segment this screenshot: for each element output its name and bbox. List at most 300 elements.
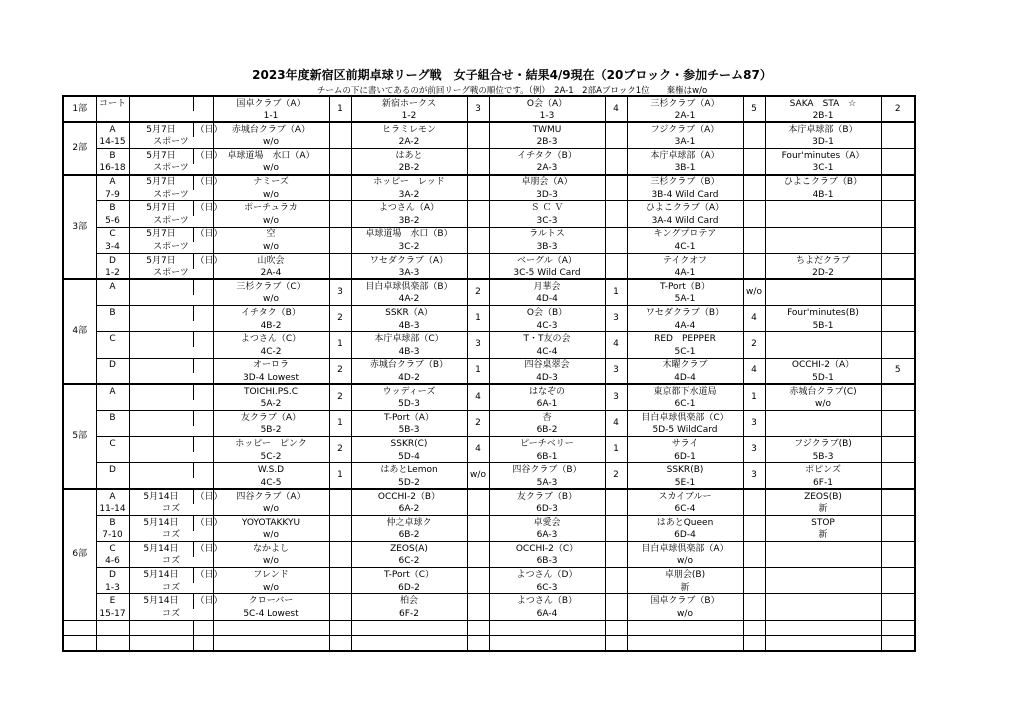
- table-row-sub: [63, 504, 915, 515]
- table-row: [63, 594, 915, 609]
- team-rank: 3: [743, 437, 765, 463]
- venue-label: [129, 347, 213, 358]
- team-name: O会（B）: [489, 306, 605, 321]
- match-day: （日）: [193, 541, 213, 556]
- previous-rank: 4D-4: [627, 373, 743, 384]
- team-name: ホッピー ピンク: [213, 437, 329, 452]
- match-date: 5月7日: [129, 122, 193, 137]
- previous-rank: 4B-1: [765, 190, 881, 201]
- block-label: B: [96, 515, 129, 530]
- block-label: B: [96, 201, 129, 216]
- previous-rank: 3A-3: [351, 269, 467, 280]
- team-name: サライ: [627, 437, 743, 452]
- team-rank: [605, 227, 627, 253]
- team-name: よつさん（A）: [351, 201, 467, 216]
- team-name: ポピンズ: [765, 463, 881, 478]
- venue-label: [129, 400, 213, 411]
- team-name: はあとQueen: [627, 515, 743, 530]
- previous-rank: 4D-3: [489, 373, 605, 384]
- team-name: ZEOS(B): [765, 489, 881, 504]
- previous-rank: 6A-1: [489, 400, 605, 411]
- previous-rank: 4B-2: [213, 321, 329, 332]
- table-row: [63, 541, 915, 556]
- previous-rank: 3A-2: [351, 190, 467, 201]
- match-date: [129, 384, 193, 399]
- match-day: （日）: [193, 568, 213, 583]
- previous-rank: w/o: [627, 609, 743, 620]
- team-name: [765, 541, 881, 556]
- match-date: [129, 96, 193, 111]
- table-row-sub: [63, 216, 915, 227]
- team-name: ホッピー レッド: [351, 175, 467, 190]
- team-name: T-Port（C）: [351, 568, 467, 583]
- team-rank: [329, 201, 351, 227]
- team-name: OCCHI-2（B）: [351, 489, 467, 504]
- match-day: [193, 437, 213, 452]
- team-rank: [467, 227, 489, 253]
- team-name: ZEOS(A): [351, 541, 467, 556]
- empty-cell: [467, 620, 489, 635]
- empty-cell: [489, 635, 605, 651]
- table-row: [63, 332, 915, 347]
- match-date: 5月7日: [129, 201, 193, 216]
- team-name: 新宿ホークス: [351, 96, 467, 111]
- block-label: コート: [96, 96, 129, 111]
- court-range: [96, 347, 129, 358]
- court-range: [96, 478, 129, 489]
- team-name: OCCHI-2（C）: [489, 541, 605, 556]
- block-label: D: [96, 568, 129, 583]
- team-name: Ｓ Ｃ Ｖ: [489, 201, 605, 216]
- page-subtitle: チームの下に書いてあるのが前回リーグ戦の順位です。（例） 2A-1 2部Aブロック1位 棄権はw/o: [316, 86, 708, 96]
- court-range: [96, 111, 129, 122]
- team-name: 卓球道場 水口（A）: [213, 148, 329, 163]
- table-row-sub: [63, 426, 915, 437]
- block-label: C: [96, 227, 129, 242]
- previous-rank: 2A-3: [489, 164, 605, 175]
- previous-rank: [765, 583, 881, 594]
- team-name: 本庁卓球部（C）: [351, 332, 467, 347]
- table-row: [63, 96, 915, 111]
- block-label: B: [96, 148, 129, 163]
- team-rank: 4: [605, 96, 627, 122]
- division-label: 1部: [63, 96, 96, 122]
- table-row: [63, 384, 915, 399]
- previous-rank: 4D-4: [489, 295, 605, 306]
- previous-rank: [765, 295, 881, 306]
- table-row-sub: [63, 557, 915, 568]
- previous-rank: 6B-2: [489, 426, 605, 437]
- empty-cell: [329, 635, 351, 651]
- table-row-sub: [63, 583, 915, 594]
- team-name: 三杉クラブ（A）: [627, 96, 743, 111]
- table-row-sub: [63, 400, 915, 411]
- team-rank: 1: [329, 96, 351, 122]
- previous-rank: 3B-4 Wild Card: [627, 190, 743, 201]
- table-row-sub: [63, 137, 915, 148]
- court-range: [96, 295, 129, 306]
- result-rank: [881, 175, 915, 201]
- empty-cell: [765, 620, 881, 635]
- team-rank: [329, 515, 351, 541]
- result-rank: [881, 201, 915, 227]
- team-name: [765, 279, 881, 294]
- court-range: 4-6: [96, 557, 129, 568]
- team-rank: [329, 148, 351, 174]
- team-rank: 2: [743, 332, 765, 358]
- match-day: （日）: [193, 489, 213, 504]
- team-rank: [329, 489, 351, 515]
- court-range: 16-18: [96, 164, 129, 175]
- match-day: [193, 96, 213, 111]
- venue-label: [129, 321, 213, 332]
- team-name: OCCHI-2（A）: [765, 358, 881, 373]
- team-name: 本庁卓球部（B）: [765, 122, 881, 137]
- previous-rank: w/o: [213, 190, 329, 201]
- match-day: （日）: [193, 175, 213, 190]
- empty-cell: [329, 620, 351, 635]
- team-name: 赤城台クラブ（B）: [351, 358, 467, 373]
- result-rank: [881, 594, 915, 620]
- previous-rank: 6C-2: [351, 557, 467, 568]
- team-rank: [467, 515, 489, 541]
- court-range: [96, 400, 129, 411]
- match-date: [129, 463, 193, 478]
- previous-rank: w/o: [213, 295, 329, 306]
- empty-cell: [605, 635, 627, 651]
- previous-rank: 5D-2: [351, 478, 467, 489]
- empty-cell: [63, 620, 96, 635]
- previous-rank: 6A-4: [489, 609, 605, 620]
- result-rank: [881, 148, 915, 174]
- match-date: 5月7日: [129, 148, 193, 163]
- team-name: RED PEPPER: [627, 332, 743, 347]
- team-rank: 2: [329, 306, 351, 332]
- team-rank: 4: [743, 306, 765, 332]
- venue-label: スポーツ: [129, 269, 213, 280]
- previous-rank: 6F-1: [765, 478, 881, 489]
- division-label: 6部: [63, 489, 96, 620]
- team-name: 赤城台クラブ（A）: [213, 122, 329, 137]
- team-rank: 2: [329, 384, 351, 410]
- team-rank: 3: [467, 96, 489, 122]
- previous-rank: 4A-4: [627, 321, 743, 332]
- team-rank: [743, 227, 765, 253]
- team-rank: w/o: [467, 463, 489, 489]
- team-rank: [605, 541, 627, 567]
- previous-rank: w/o: [213, 504, 329, 515]
- previous-rank: 6F-2: [351, 609, 467, 620]
- previous-rank: w/o: [213, 531, 329, 542]
- previous-rank: 4C-2: [213, 347, 329, 358]
- table-row: [63, 279, 915, 294]
- team-name: [765, 594, 881, 609]
- team-rank: 1: [329, 332, 351, 358]
- match-date: [129, 279, 193, 294]
- table-row-sub: [63, 111, 915, 122]
- team-name: SAKA STA ☆: [765, 96, 881, 111]
- team-name: よつさん（C）: [213, 332, 329, 347]
- match-date: 5月14日: [129, 568, 193, 583]
- team-name: ラルトス: [489, 227, 605, 242]
- team-rank: 1: [329, 463, 351, 489]
- block-label: C: [96, 332, 129, 347]
- court-range: 1-3: [96, 583, 129, 594]
- court-range: 7-10: [96, 531, 129, 542]
- match-day: [193, 279, 213, 294]
- team-name: Four'minutes(B): [765, 306, 881, 321]
- team-rank: [743, 122, 765, 148]
- team-rank: [605, 201, 627, 227]
- team-name: フジクラブ（A）: [627, 122, 743, 137]
- venue-label: [129, 295, 213, 306]
- team-rank: [467, 568, 489, 594]
- table-row-sub: [63, 321, 915, 332]
- team-rank: 1: [467, 358, 489, 384]
- table-row: [63, 410, 915, 425]
- previous-rank: w/o: [213, 216, 329, 227]
- team-rank: [467, 175, 489, 201]
- team-name: ウッディーズ: [351, 384, 467, 399]
- previous-rank: w/o: [765, 400, 881, 411]
- previous-rank: 2B-1: [765, 111, 881, 122]
- empty-row: [63, 620, 915, 635]
- table-row-sub: [63, 242, 915, 253]
- table-row: [63, 358, 915, 373]
- team-rank: [467, 122, 489, 148]
- match-day: （日）: [193, 201, 213, 216]
- previous-rank: [765, 609, 881, 620]
- previous-rank: 新: [765, 504, 881, 515]
- team-rank: [467, 148, 489, 174]
- previous-rank: 2D-2: [765, 269, 881, 280]
- block-label: D: [96, 253, 129, 268]
- team-rank: [467, 594, 489, 620]
- team-rank: 4: [605, 332, 627, 358]
- team-name: Four'minutes（A）: [765, 148, 881, 163]
- match-day: （日）: [193, 148, 213, 163]
- team-name: 卓球道場 水口（B）: [351, 227, 467, 242]
- venue-label: [129, 452, 213, 463]
- result-rank: [881, 410, 915, 436]
- team-name: 東京都下水道局: [627, 384, 743, 399]
- division-label: 5部: [63, 384, 96, 489]
- team-rank: 4: [467, 437, 489, 463]
- team-name: 四谷クラブ（B）: [489, 463, 605, 478]
- previous-rank: 新: [627, 583, 743, 594]
- table-row: [63, 175, 915, 190]
- result-rank: [881, 306, 915, 332]
- court-range: [96, 373, 129, 384]
- block-label: C: [96, 541, 129, 556]
- previous-rank: 6D-3: [489, 504, 605, 515]
- court-range: [96, 452, 129, 463]
- table-row: [63, 515, 915, 530]
- empty-cell: [213, 620, 329, 635]
- previous-rank: 5E-1: [627, 478, 743, 489]
- team-name: ワセダクラブ（A）: [351, 253, 467, 268]
- team-name: [765, 568, 881, 583]
- block-label: A: [96, 279, 129, 294]
- previous-rank: 5A-1: [627, 295, 743, 306]
- team-name: [765, 332, 881, 347]
- team-rank: 3: [605, 306, 627, 332]
- result-rank: [881, 279, 915, 305]
- court-range: 3-4: [96, 242, 129, 253]
- previous-rank: 5B-1: [765, 321, 881, 332]
- team-name: STOP: [765, 515, 881, 530]
- previous-rank: w/o: [213, 137, 329, 148]
- venue-label: コズ: [129, 557, 213, 568]
- empty-cell: [96, 620, 129, 635]
- table-row-sub: [63, 452, 915, 463]
- result-rank: 2: [881, 96, 915, 122]
- previous-rank: 5B-3: [351, 426, 467, 437]
- venue-label: [129, 426, 213, 437]
- previous-rank: w/o: [627, 557, 743, 568]
- match-date: [129, 437, 193, 452]
- previous-rank: 4D-2: [351, 373, 467, 384]
- team-name: 国卓クラブ（A）: [213, 96, 329, 111]
- team-name: SSKR（A）: [351, 306, 467, 321]
- team-name: W.S.D: [213, 463, 329, 478]
- match-day: [193, 463, 213, 478]
- team-rank: [329, 122, 351, 148]
- venue-label: コズ: [129, 504, 213, 515]
- match-date: 5月14日: [129, 541, 193, 556]
- previous-rank: 5B-3: [765, 452, 881, 463]
- block-label: C: [96, 437, 129, 452]
- match-date: 5月7日: [129, 227, 193, 242]
- team-rank: 3: [467, 332, 489, 358]
- team-name: 卓朋会（A）: [489, 175, 605, 190]
- previous-rank: [765, 557, 881, 568]
- team-rank: 2: [329, 358, 351, 384]
- previous-rank: 6B-2: [351, 531, 467, 542]
- previous-rank: 5D-4: [351, 452, 467, 463]
- block-label: D: [96, 463, 129, 478]
- empty-cell: [765, 635, 881, 651]
- team-name: よつさん（D）: [489, 568, 605, 583]
- table-row: [63, 489, 915, 504]
- venue-label: スポーツ: [129, 190, 213, 201]
- previous-rank: 6C-1: [627, 400, 743, 411]
- table-row: [63, 148, 915, 163]
- match-day: （日）: [193, 515, 213, 530]
- previous-rank: 2A-4: [213, 269, 329, 280]
- venue-label: [129, 111, 213, 122]
- previous-rank: 5A-3: [489, 478, 605, 489]
- team-name: はあとLemon: [351, 463, 467, 478]
- match-date: [129, 306, 193, 321]
- team-rank: [605, 568, 627, 594]
- previous-rank: 6B-3: [489, 557, 605, 568]
- team-rank: 3: [329, 279, 351, 305]
- table-row: [63, 122, 915, 137]
- team-name: ひよこクラブ（A）: [627, 201, 743, 216]
- empty-cell: [605, 620, 627, 635]
- team-name: 赤城台クラブ(C): [765, 384, 881, 399]
- team-name: SSKR(C): [351, 437, 467, 452]
- previous-rank: 4B-3: [351, 347, 467, 358]
- team-rank: 1: [605, 279, 627, 305]
- team-name: 三杉クラブ（B）: [627, 175, 743, 190]
- venue-label: スポーツ: [129, 137, 213, 148]
- team-name: イチタク（B）: [489, 148, 605, 163]
- team-rank: [467, 201, 489, 227]
- venue-label: スポーツ: [129, 216, 213, 227]
- previous-rank: 3B-3: [489, 242, 605, 253]
- team-name: [765, 410, 881, 425]
- team-rank: [743, 515, 765, 541]
- previous-rank: 4C-3: [489, 321, 605, 332]
- previous-rank: 4A-2: [351, 295, 467, 306]
- team-name: イチタク（B）: [213, 306, 329, 321]
- team-rank: 2: [467, 410, 489, 436]
- team-name: 木曜クラブ: [627, 358, 743, 373]
- previous-rank: 2A-2: [351, 137, 467, 148]
- empty-cell: [467, 635, 489, 651]
- team-name: よつさん（B）: [489, 594, 605, 609]
- previous-rank: 3D-3: [489, 190, 605, 201]
- team-name: 四谷桌翠会: [489, 358, 605, 373]
- team-rank: [743, 541, 765, 567]
- court-range: 11-14: [96, 504, 129, 515]
- team-rank: [605, 594, 627, 620]
- venue-label: スポーツ: [129, 164, 213, 175]
- table-row: [63, 463, 915, 478]
- court-range: 1-2: [96, 269, 129, 280]
- empty-cell: [96, 635, 129, 651]
- previous-rank: 3B-2: [351, 216, 467, 227]
- previous-rank: 5D-1: [765, 373, 881, 384]
- previous-rank: [765, 216, 881, 227]
- team-name: 友クラブ（B）: [489, 489, 605, 504]
- team-rank: [329, 227, 351, 253]
- team-name: 目白卓球倶楽部（A）: [627, 541, 743, 556]
- team-rank: [743, 594, 765, 620]
- team-name: 本庁卓球部（A）: [627, 148, 743, 163]
- previous-rank: 2A-1: [627, 111, 743, 122]
- result-rank: [881, 515, 915, 541]
- team-name: ヒラミレモン: [351, 122, 467, 137]
- previous-rank: 3A-1: [627, 137, 743, 148]
- empty-cell: [489, 620, 605, 635]
- team-name: キングプロテア: [627, 227, 743, 242]
- team-name: T・T友の会: [489, 332, 605, 347]
- table-row-sub: [63, 295, 915, 306]
- table-row: [63, 227, 915, 242]
- empty-cell: [881, 635, 915, 651]
- empty-cell: [63, 635, 96, 651]
- block-label: B: [96, 410, 129, 425]
- previous-rank: 6A-2: [351, 504, 467, 515]
- team-name: 四谷クラブ（A）: [213, 489, 329, 504]
- table-row-sub: [63, 269, 915, 280]
- empty-cell: [351, 620, 467, 635]
- previous-rank: 4C-5: [213, 478, 329, 489]
- table-row: [63, 253, 915, 268]
- result-rank: [881, 541, 915, 567]
- result-rank: [881, 227, 915, 253]
- previous-rank: 6D-2: [351, 583, 467, 594]
- match-date: [129, 410, 193, 425]
- match-day: （日）: [193, 122, 213, 137]
- result-rank: 5: [881, 358, 915, 384]
- previous-rank: 6C-4: [627, 504, 743, 515]
- previous-rank: 4A-1: [627, 269, 743, 280]
- team-name: 山吹会: [213, 253, 329, 268]
